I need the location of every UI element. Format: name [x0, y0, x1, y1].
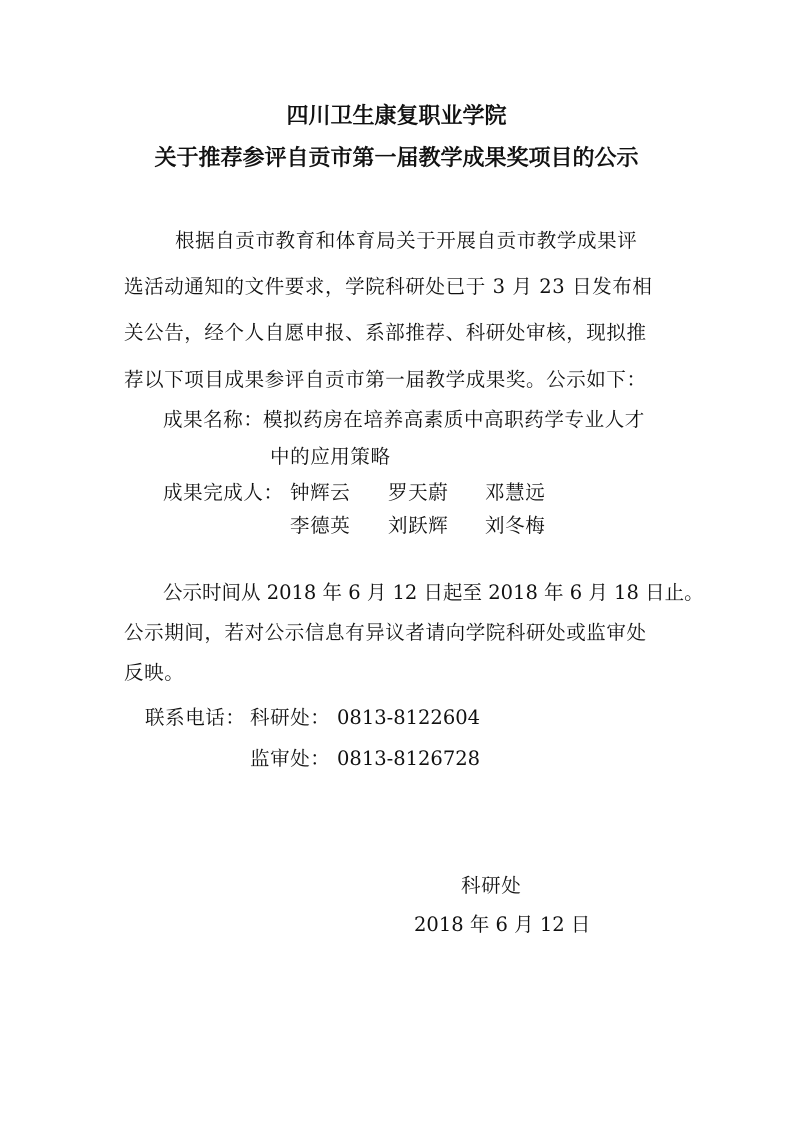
contact-office: 监审处：	[250, 747, 331, 770]
member-name: 刘冬梅	[485, 514, 546, 537]
achievement-name-label: 成果名称：	[163, 408, 264, 431]
paragraph-line: 公示期间，若对公示信息有异议者请向学院科研处或监审处	[124, 621, 647, 644]
achievement-name-cont: 中的应用策略	[270, 445, 391, 468]
member-name: 钟辉云	[290, 481, 351, 504]
signature-office: 科研处	[461, 874, 522, 897]
signature-date: 2018 年 6 月 12 日	[414, 913, 591, 936]
members-label: 成果完成人：	[163, 481, 284, 504]
paragraph-line: 公示时间从 2018 年 6 月 12 日起至 2018 年 6 月 18 日止。	[163, 581, 704, 604]
document-subtitle: 关于推荐参评自贡市第一届教学成果奖项目的公示	[154, 146, 639, 171]
paragraph-line: 选活动通知的文件要求，学院科研处已于 3 月 23 日发布相	[124, 275, 653, 298]
member-name: 李德英	[290, 514, 351, 537]
member-name: 刘跃辉	[388, 514, 449, 537]
document-title: 四川卫生康复职业学院	[286, 104, 507, 129]
paragraph-line: 反映。	[124, 661, 185, 684]
contact-phone: 0813-8126728	[337, 747, 481, 770]
achievement-name: 模拟药房在培养高素质中高职药学专业人才	[263, 408, 645, 431]
contact-office: 科研处：	[250, 706, 331, 729]
paragraph-line: 关公告，经个人自愿申报、系部推荐、科研处审核，现拟推	[124, 321, 647, 344]
contact-phone: 0813-8122604	[337, 706, 481, 729]
paragraph-line: 荐以下项目成果参评自贡市第一届教学成果奖。公示如下：	[124, 368, 647, 391]
contact-label: 联系电话：	[145, 706, 246, 729]
paragraph-line: 根据自贡市教育和体育局关于开展自贡市教学成果评	[175, 229, 638, 252]
member-name: 邓慧远	[485, 481, 546, 504]
member-name: 罗天蔚	[388, 481, 449, 504]
